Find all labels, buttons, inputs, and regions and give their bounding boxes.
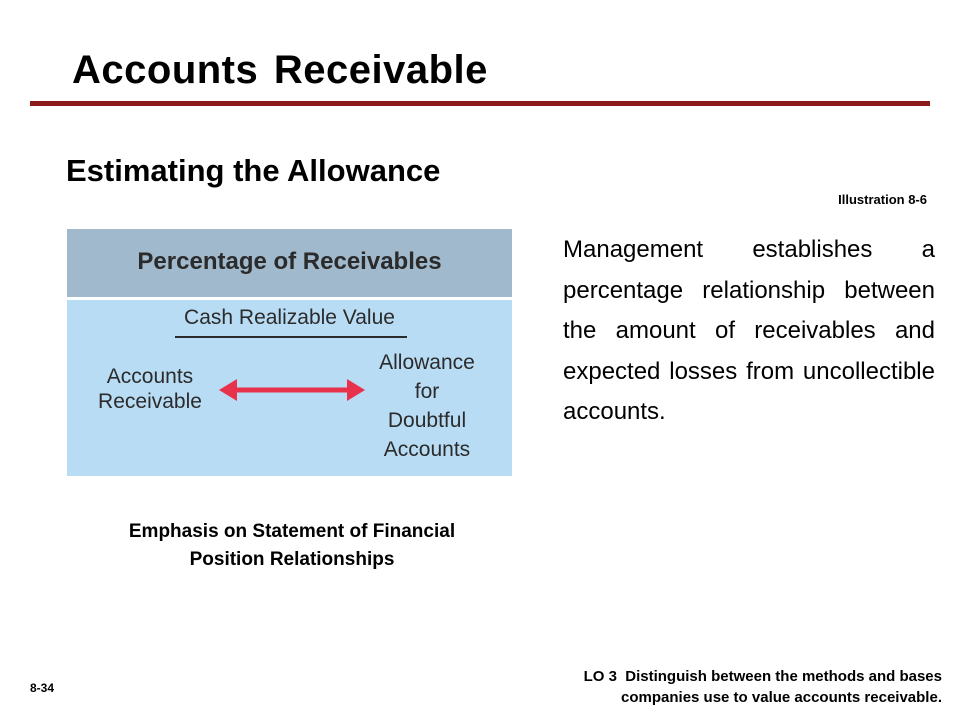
allowance-line: Accounts — [383, 438, 471, 461]
slide-title: Accounts Receivable — [72, 48, 488, 92]
learning-objective-line: LO 3 Distinguish between the methods and bases — [583, 668, 942, 685]
figure-caption-line: Position Relationships — [189, 549, 395, 570]
figure-header: Percentage of Receivables — [67, 229, 512, 300]
section-subtitle: Estimating the Allowance — [66, 153, 441, 188]
cash-realizable-value-label: Cash Realizable Value — [184, 306, 395, 329]
illustration-reference: Illustration 8-6 — [838, 192, 927, 207]
arrow-head-left — [219, 379, 237, 401]
accounts-receivable-line: Accounts — [106, 365, 194, 388]
allowance-doubtful-accounts-label — [359, 348, 495, 464]
learning-objective-footer — [584, 666, 942, 708]
accounts-receivable-line: Receivable — [98, 390, 202, 413]
cash-realizable-value-underline — [175, 336, 407, 338]
learning-objective-line: companies use to value accounts receivable. — [621, 689, 942, 706]
page-number: 8-34 — [30, 681, 55, 695]
percentage-of-receivables-figure — [67, 229, 512, 476]
arrow-head-right — [347, 379, 365, 401]
body-paragraph: Management establishes a percentage relationship between the amount of receivables and expected losses from uncollectible accounts. — [563, 236, 935, 425]
allowance-line: Doubtful — [387, 409, 467, 432]
accounts-receivable-label — [83, 364, 217, 414]
title-divider — [30, 101, 930, 106]
double-headed-arrow-icon — [219, 377, 365, 403]
allowance-line: Allowance — [379, 351, 475, 374]
allowance-line: for — [414, 380, 440, 403]
figure-caption — [62, 518, 522, 574]
figure-caption-line: Emphasis on Statement of Financial — [128, 521, 456, 542]
